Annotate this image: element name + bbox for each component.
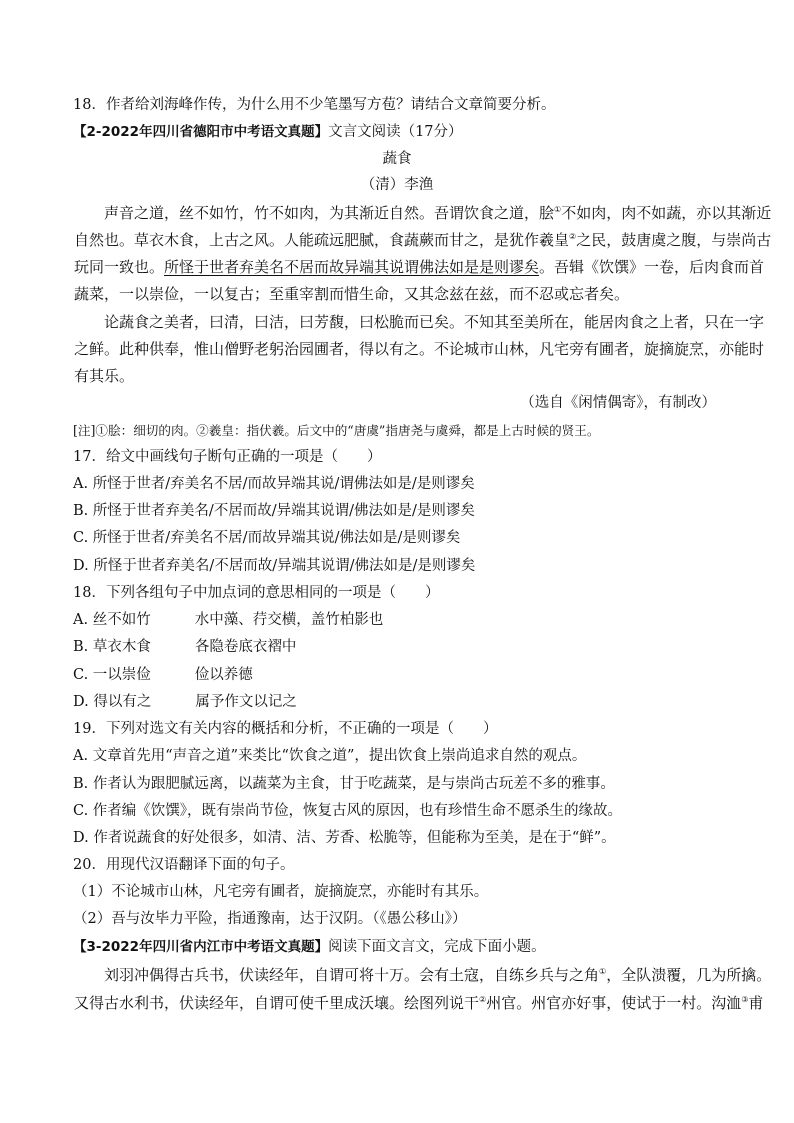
q20-sentence-1: （1）不论城市山林，凡宅旁有圃者，旋摘旋烹，亦能时有其乐。 bbox=[73, 884, 489, 900]
passage-p1-line2: 自然也。草衣木食，上古之风。人能疏远肥腻，食蔬蕨而甘之，是犹作羲皇②之民，鼓唐虞之腹，与崇尚古 bbox=[74, 231, 772, 249]
passage-p1-line3: 玩同一致也。所怪于世者弃美名不居而故异端其说谓佛法如是是则谬矣。吾辑《饮馔》一卷，后肉食而首 bbox=[74, 258, 765, 276]
underlined-sentence: 所怪于世者弃美名不居而故异端其说谓佛法如是是则谬矣 bbox=[164, 258, 540, 276]
q17-option-c: C. 所怪于世者/弃美名不居/而故异端其说/佛法如是/是则谬矣 bbox=[73, 530, 461, 546]
q17-option-b: B. 所怪于世者弃美名/不居而故/异端其说谓/佛法如是/是则谬矣 bbox=[73, 503, 475, 519]
q18-stem: 18．下列各组句子中加点词的意思相同的一项是（ ） bbox=[73, 585, 440, 601]
passage-p1-line4: 蔬菜，一以崇俭，一以复古；至重宰割而惜生命，又其念兹在兹，而不忍或忘者矣。 bbox=[74, 285, 630, 303]
q18-option-d: D. 得以有之 属予作文以记之 bbox=[73, 694, 297, 710]
passage3-line1: 刘羽冲偶得古兵书，伏读经年，自谓可将十万。会有土寇，自练乡兵与之角①，全队溃覆，几为所擒。 bbox=[104, 966, 772, 984]
passage-p2-line2: 之鲜。此种供奉，惟山僧野老躬治园圃者，得以有之。不论城市山林，凡宅旁有圃者，旋摘旋烹，亦能时 bbox=[74, 340, 765, 358]
section-3-intro: 阅读下面文言文，完成下面小题。 bbox=[328, 939, 546, 955]
q19-option-d: D. 作者说蔬食的好处很多，如清、洁、芳香、松脆等，但能称为至美，是在于“鲜”。 bbox=[73, 830, 616, 846]
passage-p1-line1: 声音之道，丝不如竹，竹不如肉，为其渐近自然。吾谓饮食之道，脍①不如肉，肉不如蔬，亦以其渐近 bbox=[104, 204, 772, 222]
section-3-heading bbox=[73, 937, 723, 957]
q20-sentence-2: （2）吾与汝毕力平险，指通豫南，达于汉阴。（《愚公移山》） bbox=[73, 911, 467, 927]
prev-question-18: 18．作者给刘海峰作传，为什么用不少笔墨写方苞？请结合文章简要分析。 bbox=[73, 97, 556, 113]
passage-source: （选自《闲情偶寄》，有制改） bbox=[520, 395, 716, 411]
q17-stem: 17．给文中画线句子断句正确的一项是（ ） bbox=[73, 449, 382, 465]
section-3-tag: 【3-2022年四川省内江市中考语文真题】 bbox=[73, 939, 329, 955]
q18-option-c: C. 一以崇俭 俭以养德 bbox=[73, 667, 253, 683]
section-2-heading bbox=[73, 122, 723, 142]
q19-stem: 19．下列对选文有关内容的概括和分析，不正确的一项是（ ） bbox=[73, 721, 498, 737]
q18-option-a: A. 丝不如竹 水中藻、荇交横，盖竹柏影也 bbox=[73, 612, 384, 628]
q19-option-c: C. 作者编《饮馔》，既有崇尚节俭，恢复古风的原因，也有珍惜生命不愿杀生的缘故。 bbox=[73, 803, 623, 819]
q18-option-b: B. 草衣木食 各隐卷底衣褶中 bbox=[73, 639, 297, 655]
q19-option-a: A. 文章首先用“声音之道”来类比“饮食之道”，提出饮食上崇尚追求自然的观点。 bbox=[73, 748, 587, 764]
section-2-intro: 文言文阅读（17分） bbox=[328, 124, 463, 140]
passage-title: 蔬食 bbox=[382, 151, 412, 167]
passage-p2-line1: 论蔬食之美者，曰清，曰洁，曰芳馥，曰松脆而已矣。不知其至美所在，能居肉食之上者，只在一字 bbox=[104, 313, 765, 331]
passage3-line2: 又得古水利书，伏读经年，自谓可使千里成沃壤。绘图列说干②州官。州官亦好事，使试于一村。沟洫③甫 bbox=[74, 994, 764, 1012]
q19-option-b: B. 作者认为跟肥腻远离，以蔬菜为主食，甘于吃蔬菜，是与崇尚古玩差不多的雅事。 bbox=[73, 776, 615, 792]
q17-option-d: D. 所怪于世者弃美名/不居而故/异端其说谓/佛法如是/是则谬矣 bbox=[73, 558, 476, 574]
passage-author: （清）李渔 bbox=[360, 177, 434, 193]
passage-p2-line3: 有其乐。 bbox=[74, 367, 135, 385]
section-2-tag: 【2-2022年四川省德阳市中考语文真题】 bbox=[73, 124, 329, 140]
q20-stem: 20．用现代汉语翻译下面的句子。 bbox=[73, 857, 295, 873]
q17-option-a: A. 所怪于世者/弃美名不居/而故异端其说/谓佛法如是/是则谬矣 bbox=[73, 476, 475, 492]
passage-note: [注]①脍：细切的肉。②羲皇：指伏羲。后文中的“唐虞”指唐尧与虞舜，都是上古时候的贤王。 bbox=[73, 423, 600, 438]
